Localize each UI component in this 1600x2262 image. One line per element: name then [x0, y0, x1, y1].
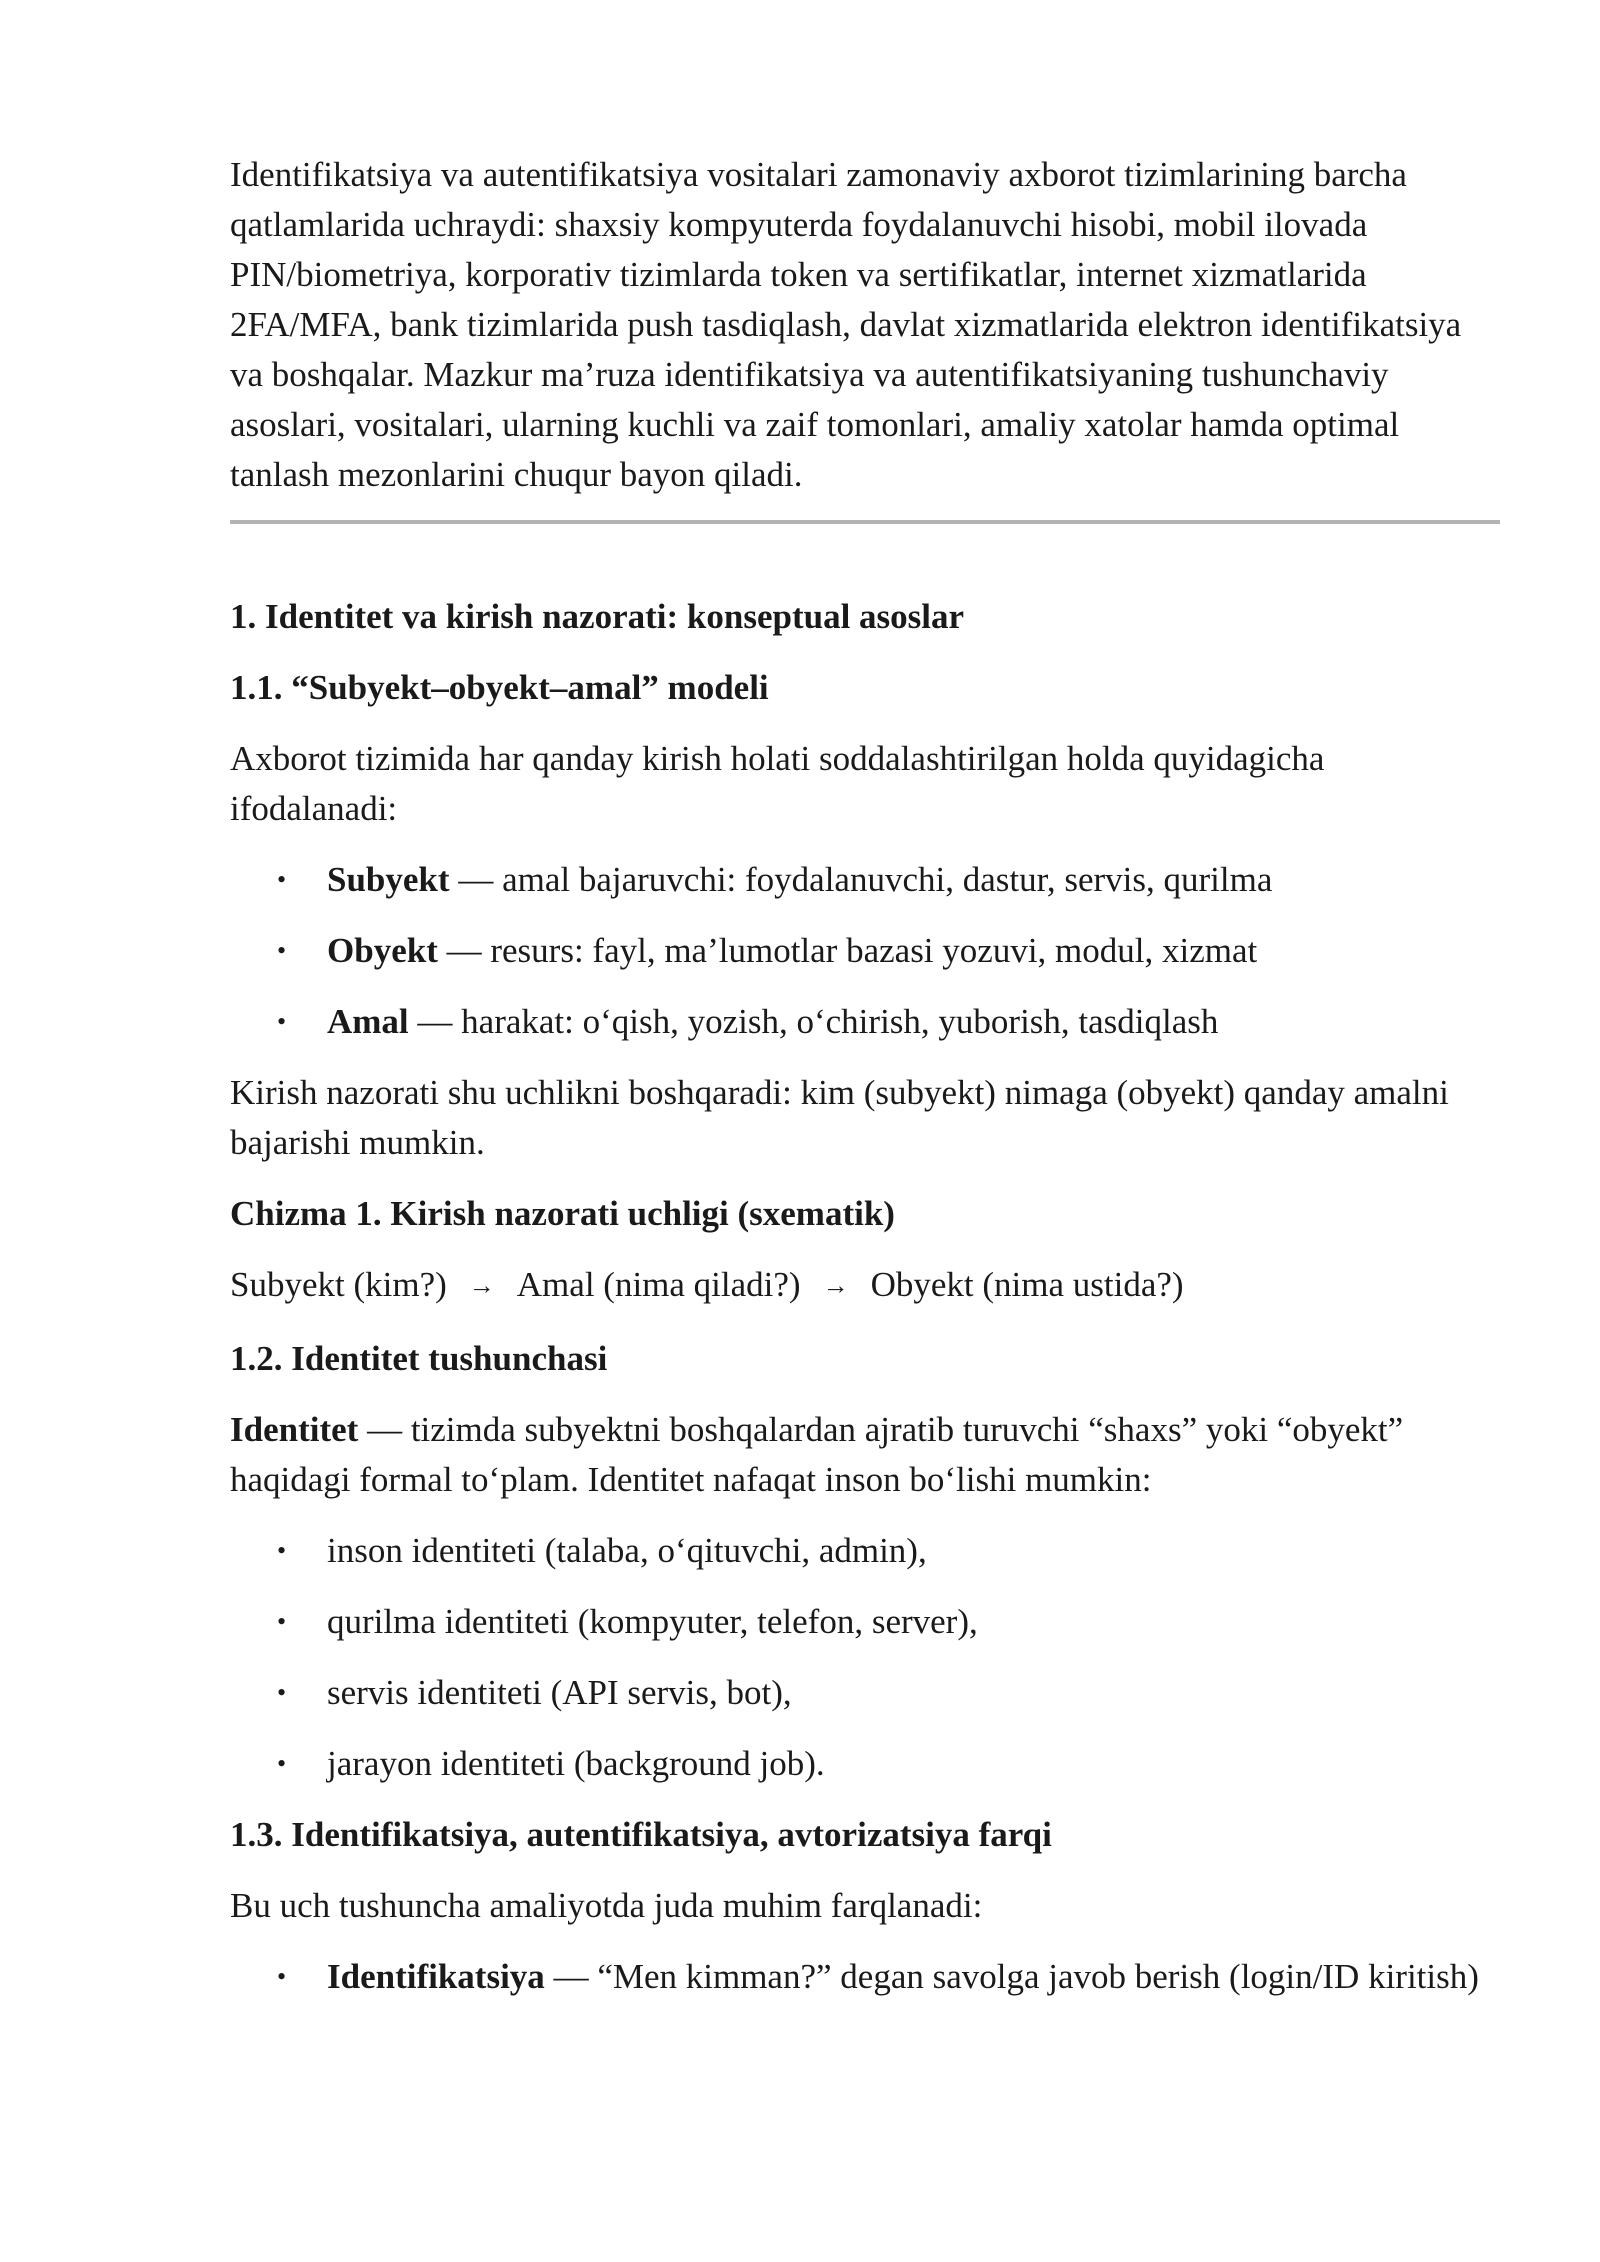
scheme-subject: Subyekt (kim?): [230, 1265, 447, 1304]
list-item: [230, 997, 1500, 1047]
bullet-icon: •: [277, 1749, 287, 1778]
subsection-heading-1-3: 1.3. Identifikatsiya, autentifikatsiya, avtorizatsiya farqi: [230, 1815, 1052, 1854]
identity-list: [230, 1526, 1500, 1789]
list-text: jarayon identiteti (background job).: [327, 1744, 825, 1783]
list-item: [230, 1526, 1500, 1576]
subsection-heading-1-1: 1.1. “Subyekt–obyekt–amal” modeli: [230, 668, 769, 707]
list-text: qurilma identiteti (kompyuter, telefon, server),: [327, 1602, 978, 1641]
list-text: — amal bajaruvchi: foydalanuvchi, dastur, servis, qurilma: [449, 860, 1273, 899]
bullet-icon: •: [277, 1536, 287, 1565]
list-item: [230, 1668, 1500, 1718]
bullet-icon: •: [277, 865, 287, 894]
horizontal-rule: [230, 520, 1500, 524]
bullet-icon: •: [277, 1607, 287, 1636]
bullet-icon: •: [277, 936, 287, 965]
paragraph-difference-lead: Bu uch tushuncha amaliyotda juda muhim farqlanadi:: [230, 1886, 983, 1925]
list-term: Identifikatsiya: [327, 1957, 545, 1996]
list-term: Obyekt: [327, 931, 438, 970]
arrow-right-icon: →: [822, 1271, 849, 1300]
paragraph-identity: [230, 1405, 1500, 1505]
model-list: [230, 855, 1500, 1047]
scheme-action: Amal (nima qiladi?): [516, 1265, 801, 1304]
figure-scheme: [230, 1260, 1500, 1313]
bullet-icon: •: [277, 1007, 287, 1036]
list-term: Amal: [327, 1002, 409, 1041]
intro-paragraph: Identifikatsiya va autentifikatsiya vositalari zamonaviy axborot tizimlarining barcha qatlamlarida uchraydi: shaxsiy kompyuterda foydalanuvchi hisobi, mobil ilovada PIN/biometriya, korporativ tizimlarda token va sertifikatlar, internet xizmatlarida 2FA/MFA, bank tizimlarida push tasdiqlash, davlat xizmatlarida elektron identifikatsiya va boshqalar. Mazkur ma’ruza identifikatsiya va autentifikatsiyaning tushunchaviy asoslari, vositalari, ularning kuchli va zaif tomonlari, amaliy xatolar hamda optimal tanlash mezonlarini chuqur bayon qiladi.: [230, 155, 1462, 494]
list-text: — resurs: fayl, ma’lumotlar bazasi yozuvi, modul, xizmat: [437, 931, 1258, 970]
list-item: [230, 926, 1500, 976]
subsection-heading-1-2: 1.2. Identitet tushunchasi: [230, 1339, 608, 1378]
list-item: [230, 1597, 1500, 1647]
list-text: — “Men kimman?” degan savolga javob berish (login/ID kiritish): [544, 1957, 1479, 1996]
difference-list: [230, 1952, 1500, 2002]
list-item: [230, 1739, 1500, 1789]
scheme-object: Obyekt (nima ustida?): [870, 1265, 1184, 1304]
list-text: — harakat: o‘qish, yozish, o‘chirish, yuborish, tasdiqlash: [408, 1002, 1219, 1041]
list-item: [230, 855, 1500, 905]
section-heading: 1. Identitet va kirish nazorati: konseptual asoslar: [230, 597, 965, 636]
arrow-right-icon: →: [468, 1271, 495, 1300]
identity-text: — tizimda subyektni boshqalardan ajratib turuvchi “shaxs” yoki “obyekt” haqidagi formal to‘plam. Identitet nafaqat inson bo‘lishi mumkin:: [230, 1410, 1404, 1499]
paragraph-model-lead: Axborot tizimida har qanday kirish holati soddalashtirilgan holda quyidagicha ifodalanadi:: [230, 739, 1325, 828]
bullet-icon: •: [277, 1962, 287, 1991]
identity-term: Identitet: [230, 1410, 359, 1449]
bullet-icon: •: [277, 1678, 287, 1707]
list-term: Subyekt: [327, 860, 450, 899]
figure-title: Chizma 1. Kirish nazorati uchligi (sxematik): [230, 1194, 895, 1233]
document-content: [230, 150, 1500, 2002]
list-item: [230, 1952, 1500, 2002]
list-text: inson identiteti (talaba, o‘qituvchi, admin),: [327, 1531, 927, 1570]
paragraph-access-control: Kirish nazorati shu uchlikni boshqaradi: kim (subyekt) nimaga (obyekt) qanday amalni bajarishi mumkin.: [230, 1073, 1449, 1162]
list-text: servis identiteti (API servis, bot),: [327, 1673, 792, 1712]
